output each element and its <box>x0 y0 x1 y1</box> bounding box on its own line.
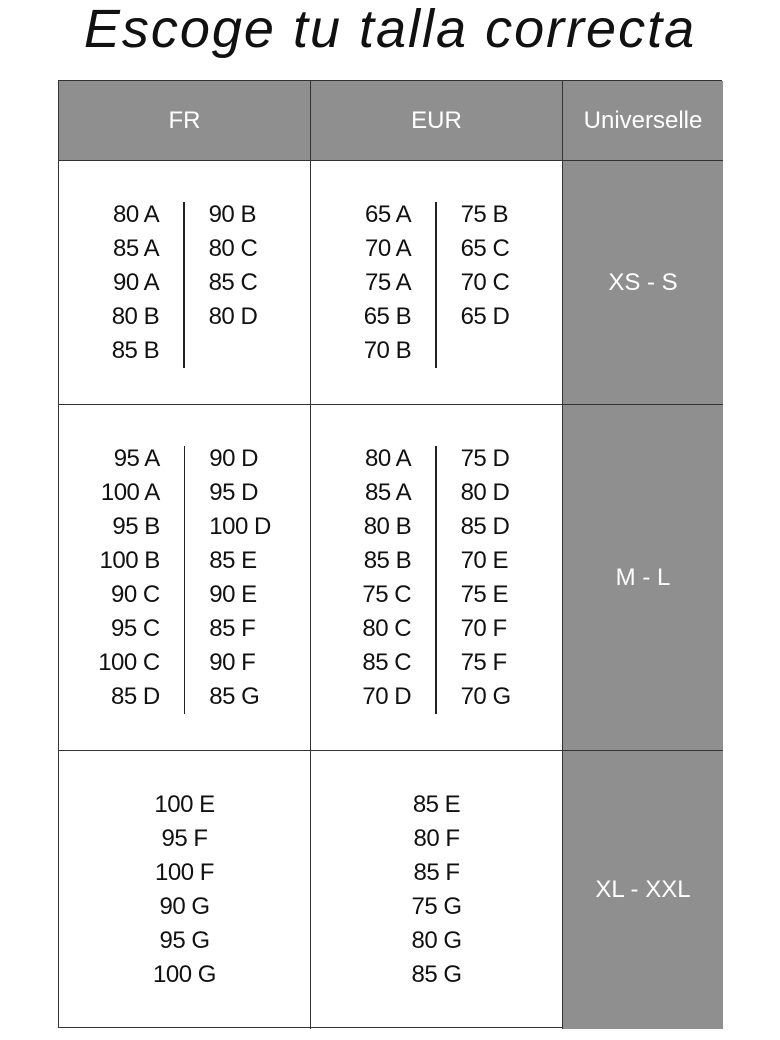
fr-left-column <box>112 198 159 368</box>
size-chart-table <box>58 80 722 1028</box>
size-value: 65 C <box>460 234 510 262</box>
size-value: 95 G <box>159 927 210 954</box>
size-value: 70 F <box>460 614 507 642</box>
size-value: 80 C <box>208 234 258 262</box>
size-value: 85 F <box>413 859 460 886</box>
size-value: 85 G <box>411 961 462 988</box>
size-value: 100 F <box>155 859 214 886</box>
size-value: 95 A <box>113 444 160 472</box>
fr-size-list <box>112 198 258 368</box>
column-divider <box>184 446 186 714</box>
size-value: 100 G <box>153 961 216 988</box>
size-value: 100 C <box>98 648 160 676</box>
column-divider <box>435 446 437 714</box>
size-value: 90 A <box>113 268 160 296</box>
eur-right-column <box>461 442 511 714</box>
size-value: 80 A <box>365 444 412 472</box>
header-universal-label: Universelle <box>583 106 703 134</box>
size-value: 70 G <box>460 682 511 710</box>
size-value: 75 F <box>460 648 507 676</box>
size-value: 75 B <box>460 200 508 228</box>
size-value: 80 B <box>111 302 160 330</box>
size-value: 85 E <box>412 791 461 818</box>
size-value: 70 B <box>363 336 412 364</box>
column-divider <box>183 202 185 368</box>
eur-left-column <box>364 198 411 368</box>
eur-cell-xl-xxl <box>311 751 563 1029</box>
fr-left-column <box>98 442 160 714</box>
size-value: 95 C <box>111 614 160 642</box>
eur-size-list <box>364 198 510 368</box>
fr-right-column <box>209 198 258 334</box>
fr-cell-m-l <box>59 405 311 751</box>
size-value: 80 D <box>208 302 258 330</box>
size-value: 80 C <box>362 614 412 642</box>
header-fr-label: FR <box>168 106 201 134</box>
size-value: 70 E <box>460 546 508 574</box>
universal-size-label: XL - XXL <box>595 876 691 903</box>
size-value: 75 C <box>362 580 412 608</box>
size-value: 75 D <box>460 444 510 472</box>
size-value: 100 D <box>209 512 271 540</box>
size-value: 85 A <box>365 478 412 506</box>
size-value: 65 A <box>365 200 412 228</box>
eur-size-list <box>411 788 461 992</box>
size-value: 100 A <box>100 478 160 506</box>
size-value: 90 E <box>209 580 257 608</box>
size-value: 90 B <box>208 200 256 228</box>
universal-cell-xl-xxl <box>563 751 723 1029</box>
size-value: 100 B <box>99 546 160 574</box>
header-eur <box>311 81 563 161</box>
size-value: 70 C <box>460 268 510 296</box>
size-value: 75 A <box>365 268 412 296</box>
eur-cell-m-l <box>311 405 563 751</box>
eur-cell-xs-s <box>311 161 563 405</box>
fr-cell-xl-xxl <box>59 751 311 1029</box>
size-value: 80 D <box>460 478 510 506</box>
header-universal <box>563 81 723 161</box>
size-value: 85 C <box>208 268 258 296</box>
universal-cell-m-l <box>563 405 723 751</box>
fr-right-column <box>209 442 271 714</box>
size-value: 85 A <box>113 234 160 262</box>
size-value: 65 D <box>460 302 510 330</box>
size-value: 95 F <box>161 825 208 852</box>
size-value: 80 B <box>363 512 412 540</box>
universal-cell-xs-s <box>563 161 723 405</box>
column-divider <box>435 202 437 368</box>
page-title: Escoge tu talla correcta <box>83 0 697 59</box>
size-value: 85 D <box>460 512 510 540</box>
size-value: 85 F <box>209 614 256 642</box>
size-value: 90 D <box>209 444 258 472</box>
eur-size-list <box>362 442 510 714</box>
header-fr <box>59 81 311 161</box>
size-value: 70 A <box>365 234 412 262</box>
eur-left-column <box>362 442 411 714</box>
size-value: 75 E <box>460 580 508 608</box>
universal-size-label: M - L <box>615 563 671 591</box>
fr-size-list <box>98 442 271 714</box>
size-value: 90 C <box>111 580 160 608</box>
size-value: 85 E <box>209 546 257 574</box>
size-value: 85 C <box>362 648 412 676</box>
eur-right-column <box>461 198 510 334</box>
size-value: 85 D <box>111 682 160 710</box>
size-value: 80 F <box>413 825 460 852</box>
size-value: 85 B <box>111 336 160 364</box>
size-value: 95 D <box>209 478 258 506</box>
size-value: 85 B <box>363 546 412 574</box>
fr-size-list <box>153 788 216 992</box>
fr-cell-xs-s <box>59 161 311 405</box>
size-value: 65 B <box>363 302 412 330</box>
size-value: 70 D <box>362 682 412 710</box>
size-value: 90 F <box>209 648 256 676</box>
size-value: 90 G <box>159 893 210 920</box>
size-value: 100 E <box>154 791 215 818</box>
size-value: 85 G <box>209 682 260 710</box>
size-value: 80 G <box>411 927 462 954</box>
header-eur-label: EUR <box>411 106 462 134</box>
size-value: 75 G <box>411 893 462 920</box>
size-value: 80 A <box>113 200 160 228</box>
size-value: 95 B <box>112 512 160 540</box>
universal-size-label: XS - S <box>608 268 678 296</box>
